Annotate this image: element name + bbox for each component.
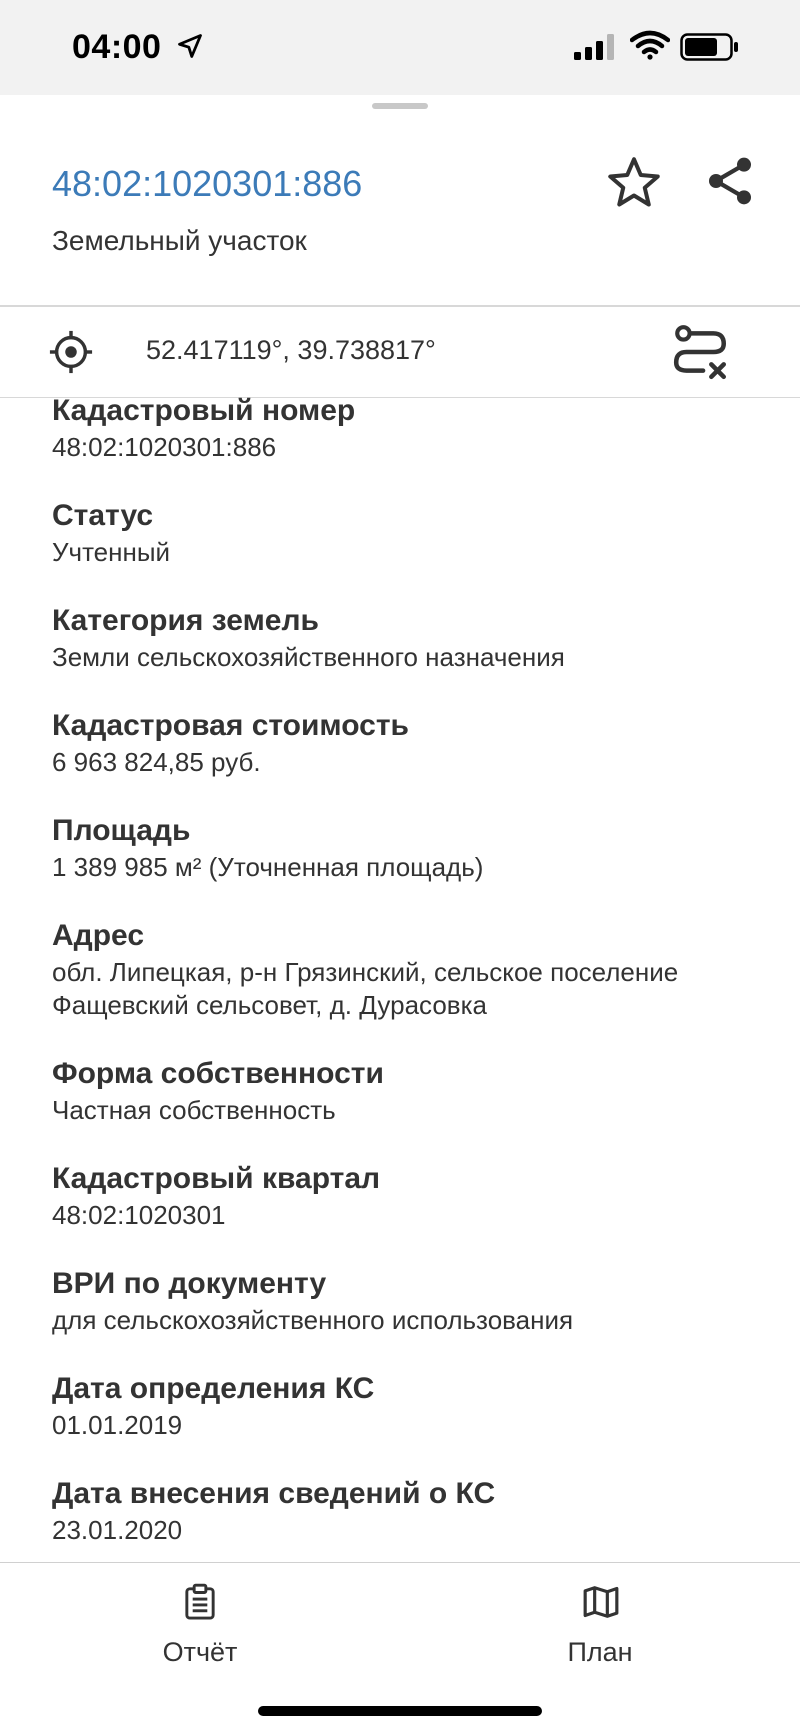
location-arrow-icon [176,32,204,60]
clipboard-icon [182,1583,218,1621]
detail-sheet [0,95,800,1730]
tab-plan[interactable] [500,1563,700,1673]
field-value: для сельскохозяйственного использования [52,1305,574,1335]
property-fields-list [52,397,772,1657]
map-icon [582,1583,620,1621]
field-cadastral-value [52,708,772,779]
crosshair-target-icon[interactable] [48,329,94,375]
field-area [52,813,772,884]
share-icon [702,153,758,209]
coordinates-text: 52.417119°, 39.738817° [146,335,436,365]
field-label: Форма собственности [52,1057,384,1090]
field-value: Частная собственность [52,1095,336,1125]
home-indicator[interactable] [258,1706,542,1716]
tab-label: Отчёт [162,1637,238,1667]
field-label: Площадь [52,814,191,847]
field-label: Адрес [52,919,145,952]
tab-label: План [567,1637,633,1667]
field-value: 1 389 985 м² (Уточненная площадь) [52,852,484,882]
field-valuation-entry-date [52,1476,772,1547]
field-cadastral-number [52,397,772,464]
field-value: 23.01.2020 [52,1515,183,1545]
field-value: 01.01.2019 [52,1410,183,1440]
sheet-drag-handle[interactable] [372,103,428,109]
field-valuation-date [52,1371,772,1442]
field-land-category [52,603,772,674]
field-label: Кадастровая стоимость [52,709,409,742]
share-button[interactable] [702,153,760,213]
status-time: 04:00 [72,28,162,66]
field-label: Кадастровый номер [52,397,356,427]
route-cancel-icon[interactable] [670,321,732,383]
field-label: Дата определения КС [52,1372,375,1405]
field-label: Дата внесения сведений о КС [52,1477,496,1510]
coordinates-row[interactable] [0,307,800,397]
wifi-icon [630,30,670,60]
field-permitted-use [52,1266,772,1337]
tab-report[interactable] [100,1563,300,1673]
field-ownership-form [52,1056,772,1127]
field-value: 48:02:1020301:886 [52,432,277,462]
favorite-button[interactable] [604,153,664,213]
field-value: обл. Липецкая, р-н Грязинский, сельское поселение Фащевский сельсовет, д. Дурасовка [52,957,679,1020]
page-subtitle: Земельный участок [52,225,307,256]
field-label: Кадастровый квартал [52,1162,381,1195]
cellular-signal-icon [574,34,618,60]
page-title: 48:02:1020301:886 [52,163,363,204]
battery-icon [680,33,740,61]
star-icon [604,153,664,213]
field-value: 6 963 824,85 руб. [52,747,261,777]
field-cadastral-quarter [52,1161,772,1232]
field-value: 48:02:1020301 [52,1200,226,1230]
field-status [52,498,772,569]
field-address [52,918,772,1022]
field-label: Статус [52,499,154,532]
field-value: Учтенный [52,537,171,567]
field-label: Категория земель [52,604,319,637]
field-label: ВРИ по документу [52,1267,327,1300]
field-value: Земли сельскохозяйственного назначения [52,642,565,672]
status-bar [0,0,800,96]
